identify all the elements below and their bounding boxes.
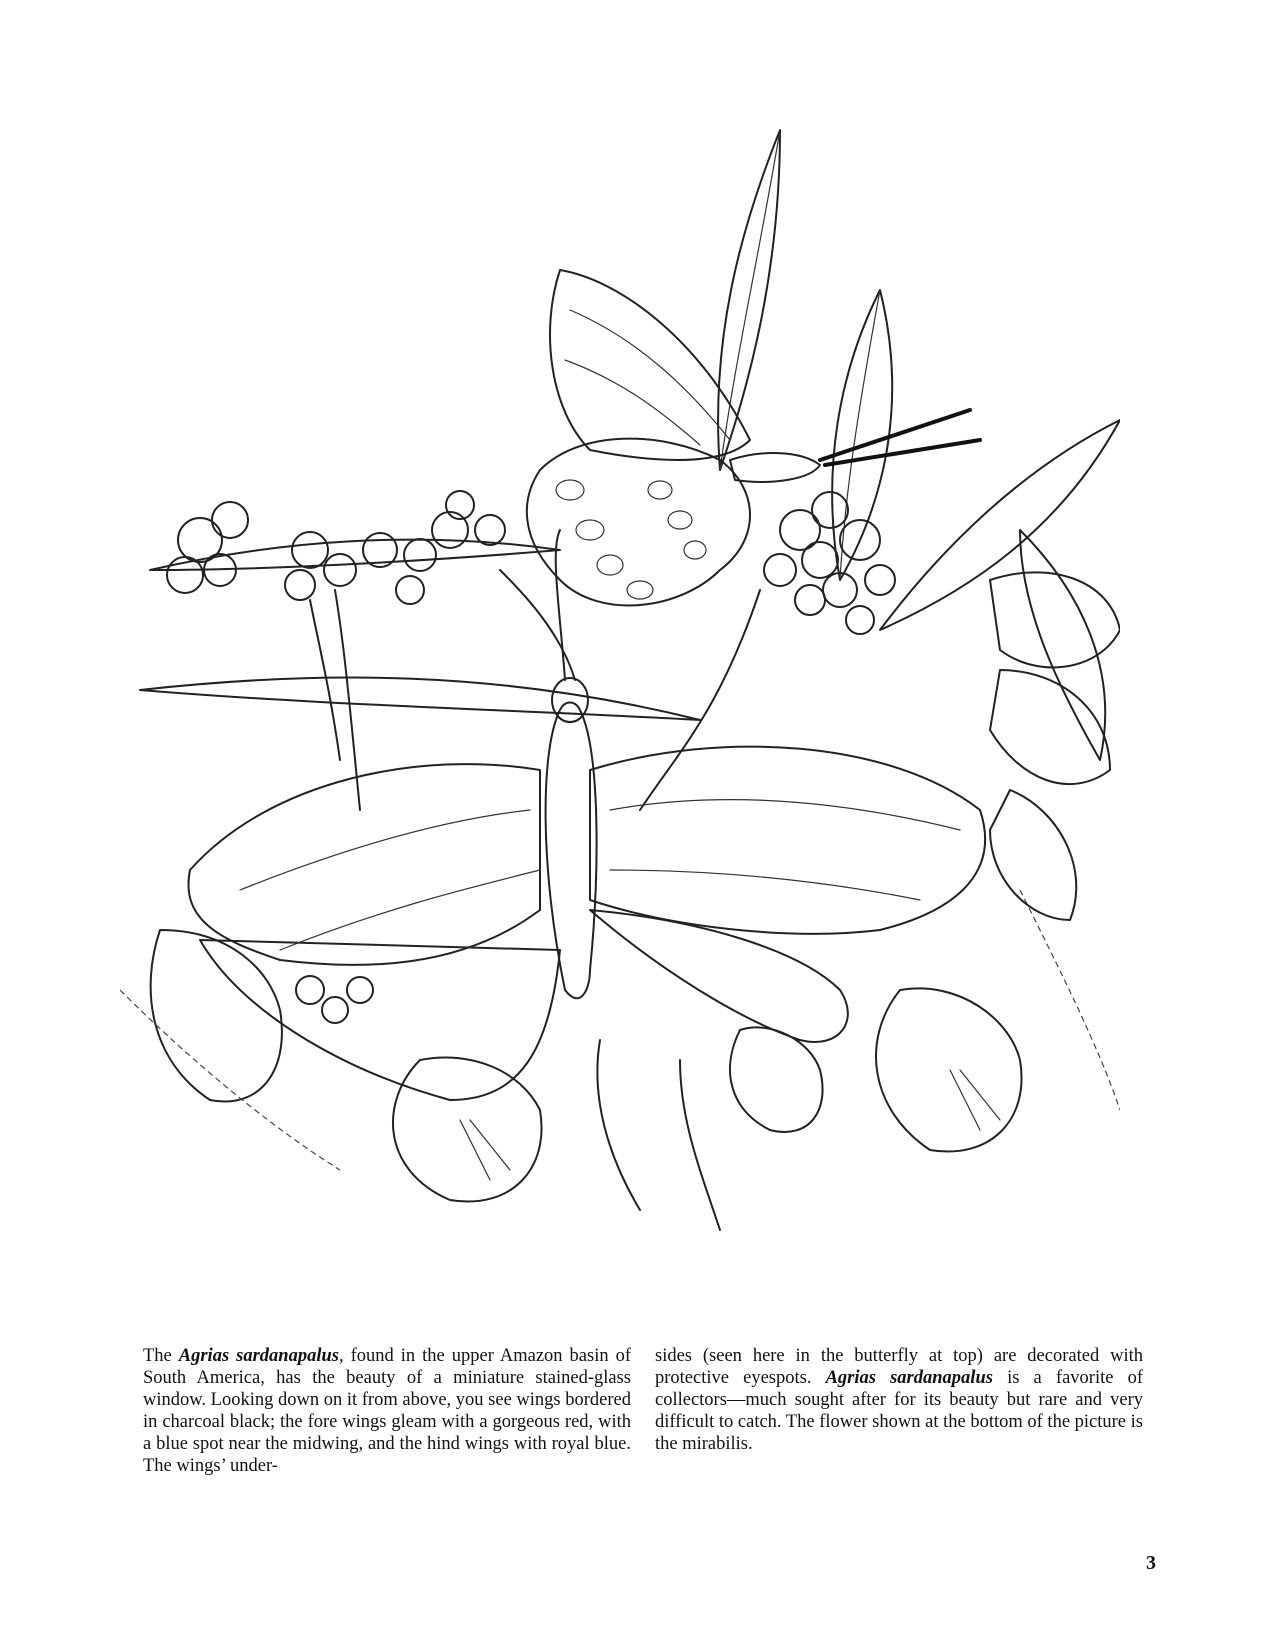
top-butterfly (527, 270, 980, 605)
species-name: Agrias sardanapalus (825, 1368, 993, 1388)
page-number: 3 (1146, 1552, 1156, 1574)
caption-right-text-end: is a favorite of collectors—much sought after for its beauty but rare and very difficult to catch. The flower shown at the bottom of the picture is the mirabilis. (655, 1368, 1143, 1454)
butterfly-illustration (120, 110, 1120, 1260)
flower-cluster-right (764, 492, 895, 634)
caption-left-column (143, 1345, 631, 1477)
species-name: Agrias sardanapalus (178, 1346, 339, 1366)
caption-left-text-start: The (143, 1346, 179, 1366)
caption-left-text-end: , found in the upper Amazon basin of South America, has the beauty of a miniature stained-glass window. Looking down on it from above, you see wings bordered in charcoal black; the fore wings gleam with a gorgeous red, with a blue spot near the midwing, and the hind wings with royal blue. The wings’ under- (143, 1346, 631, 1476)
caption-right-column (655, 1345, 1143, 1477)
main-butterfly (188, 530, 985, 1100)
caption (143, 1345, 1143, 1477)
background-leaves (140, 130, 1120, 810)
flower-cluster-upper-left (167, 491, 505, 810)
flowers-right-side (990, 572, 1120, 920)
caption-right-text-start: sides (seen here in the butterfly at top) are decorated with protective eyespots. (655, 1346, 1143, 1388)
